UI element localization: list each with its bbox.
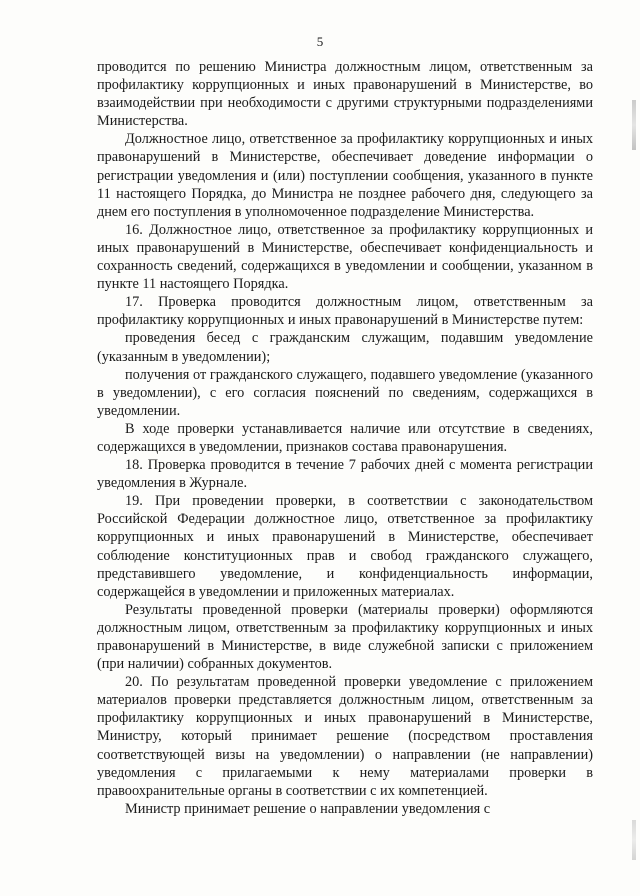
paragraph: Должностное лицо, ответственное за профилактику коррупционных и иных правонарушений в Министерстве, обеспечивает доведение информации о регистрации уведомления и (или) поступлении сообщения, указанного в пункте 11 настоящего Порядка, до Министра не позднее рабочего дня, следующего за днем его поступления в уполномоченное подразделение Министерства. <box>97 131 593 220</box>
document-body <box>97 58 593 818</box>
paragraph: 17. Проверка проводится должностным лицом, ответственным за профилактику коррупционных и иных правонарушений в Министерстве путем: <box>97 294 593 329</box>
paragraph: проведения бесед с гражданским служащим, подавшим уведомление (указанным в уведомлении); <box>97 330 593 365</box>
paragraph: 20. По результатам проведенной проверки уведомление с приложением материалов проверки представляется должностным лицом, ответственным за профилактику коррупционных и иных правонарушений в Министерстве, Министру, который принимает решение (посредством проставления соответствующей визы на уведомлении) о направлении (не направлении) уведомления с прилагаемыми к нему материалами проверки в правоохранительные органы в соответствии с их компетенцией. <box>97 674 593 799</box>
page-number: 5 <box>316 34 324 49</box>
paragraph: проводится по решению Министра должностным лицом, ответственным за профилактику коррупционных и иных правонарушений в Министерстве, во взаимодействии при необходимости с другими структурными подразделениями Министерства. <box>97 59 593 130</box>
paragraph: получения от гражданского служащего, подавшего уведомление (указанного в уведомлении), с его согласия пояснений по сведениям, содержащихся в уведомлении. <box>97 366 593 419</box>
paragraph: 19. При проведении проверки, в соответствии с законодательством Российской Федерации должностное лицо, ответственное за профилактику коррупционных и иных правонарушений в Министерстве, обеспечивает соблюдение конституционных прав и свобод гражданского служащего, представившего уведомление, и конфиденциальность информации, содержащейся в уведомлении и приложенных материалах. <box>97 493 593 600</box>
paragraph: В ходе проверки устанавливается наличие или отсутствие в сведениях, содержащихся в уведомлении, признаков состава правонарушения. <box>97 420 593 455</box>
paragraph: Результаты проведенной проверки (материалы проверки) оформляются должностным лицом, ответственным за профилактику коррупционных и иных правонарушений в Министерстве, в виде служебной записки с приложением (при наличии) собранных документов. <box>97 601 593 673</box>
scan-artifact <box>632 820 636 860</box>
paragraph: 18. Проверка проводится в течение 7 рабочих дней с момента регистрации уведомления в Журнале. <box>97 457 593 492</box>
paragraph: Министр принимает решение о направлении уведомления с <box>125 800 491 817</box>
scan-artifact <box>632 100 636 150</box>
paragraph: 16. Должностное лицо, ответственное за профилактику коррупционных и иных правонарушений в Министерстве, обеспечивает конфиденциальность и сохранность сведений, содержащихся в уведомлении и сообщении, указанном в пункте 11 настоящего Порядка. <box>97 221 593 293</box>
